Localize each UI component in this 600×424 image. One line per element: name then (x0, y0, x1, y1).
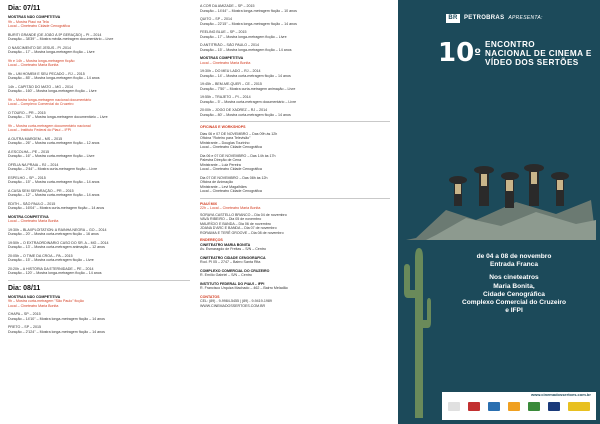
edition-value: 10 (438, 38, 475, 68)
session-local: 9h – Mostra longa-metragem nacional documentário (8, 97, 92, 102)
info-line: Dias 06 e 07 DE NOVEMBRO – Das 09h às 12h (200, 131, 278, 136)
film-title: 19:45h – BEM-ME-QUER – CE – 2015 (200, 82, 262, 86)
film-details: Duração – 26'' – Mostra curta-metragem ficção – 12 anos (8, 141, 100, 145)
list-line: MAURÍCIO E BANDA – Dia 06 de novembro (200, 221, 271, 226)
session-local: Local – Cineteatro Maria Bonita (8, 219, 59, 223)
title-line: VÍDEO DOS SERTÕES (484, 58, 579, 67)
film-details: Duração – 78'' – Mostra longa-metragem documentário – Livre (8, 115, 108, 119)
program-column-middle (200, 0, 390, 424)
film-details: Duração – 16'04'' – Mostra curta-metragem ficção – 14 anos (8, 206, 105, 210)
contacts-list (200, 299, 390, 308)
info-line: INSTITUTO FEDERAL DO PIAUÍ – IFPI (200, 281, 265, 286)
session-entry (8, 312, 190, 321)
film-title: 20:00h – JOGO DE XADREZ – RJ – 2014 (200, 108, 268, 112)
film-details: Duração – 15'' – Mostra curta-metragem ficção – 14 anos (8, 180, 100, 184)
info-line: Oficina "Roteiro para Televisão" (200, 136, 251, 140)
session-entry (8, 228, 190, 237)
petrobras-logo: BR (446, 14, 460, 23)
event-info (432, 253, 596, 315)
section-heading: MOSTRAS NÃO COMPETITIVA (8, 294, 61, 299)
venue-line: Maria Bonita, (493, 282, 535, 290)
session-entry (8, 295, 190, 309)
info-line: CINETEATRO MARIA BONITA (200, 242, 251, 247)
film-details: Duração – 15' – Mostra curta-metragem ficção – Livre (8, 258, 94, 262)
info-line: Local – Cineteatro Cidade Cenográfica (200, 145, 262, 149)
day-heading: Dia: 07/11 (8, 5, 41, 12)
session-entry (8, 202, 190, 211)
film-details: Duração – 15' – Mostra longa-metragem ficção – 14 anos (200, 47, 292, 52)
film-title: 19:55h – TRAJETO – PI – 2014 (200, 95, 251, 99)
info-line: Ministrante – Luiz Pereira (200, 162, 241, 167)
film-title: OFÉLIA NA PRAIA – RJ – 2014 (8, 162, 59, 167)
film-details: Duração – 17' – Mostra longa-metragem ficção – Livre (200, 34, 287, 39)
session-entry (8, 15, 190, 29)
info-line: Rod. PI 05 – 2747 – Bairro Santa Rita (200, 260, 261, 264)
film-title: QUITO – SP – 2014 (200, 17, 233, 21)
session-local: Local – Instituto Federal do Piauí – IFPI (8, 128, 72, 132)
divider (200, 198, 390, 199)
film-title: BURITI GRANDE (DE JOÃO À 5ª GERAÇÃO) – PI – 2014 (8, 32, 102, 37)
session-entry (8, 176, 190, 185)
sponsor-logo (528, 402, 540, 411)
venue-line: Cidade Cenográfica (483, 290, 545, 298)
film-title: CHAPA – SP – 2015 (8, 312, 41, 316)
film-title: PRETO – SP – 2015 (8, 325, 42, 329)
session-entry (8, 124, 190, 133)
sponsor-logo (488, 402, 500, 411)
info-line: Ministrante – Douglas Tourinho (200, 140, 250, 145)
venue-line: e IFPI (505, 307, 523, 315)
cover-panel (398, 0, 600, 424)
info-block (200, 243, 390, 252)
sponsor-logo (468, 402, 480, 411)
sponsor-logo (548, 402, 560, 411)
session-entry (8, 33, 190, 42)
list-line: WWW.CINEMADOSSERTOES.COM.BR (200, 303, 266, 308)
list-line: CEL: (89) - 9-9984-5455 | (89) - 9-9419-1989 (200, 299, 272, 303)
film-title: ESPELHO – SP – 2015 (8, 175, 46, 180)
session-entry (200, 95, 390, 104)
info-line: R. Francisco Urquiza Machado – 462 – Bairro Meladão (200, 286, 288, 290)
session-entry (8, 215, 190, 224)
session-entry (200, 56, 390, 65)
film-title: 20:05h – O TIME DA CROA – PA – 2015 (8, 253, 73, 258)
piaui-mix-subtitle: 22h – Local – Cineteatro Maria Bonita (200, 206, 261, 210)
info-line: R. Emílio Gabriel – S/N – Centro (200, 273, 252, 277)
piaui-mix-heading: PIAUÍ MIX (200, 201, 217, 206)
film-details: Duração – 5' – Mostra curta-metragem documentário – Livre (200, 99, 297, 104)
film-details: Duração – 160' – Mostra longa-metragem ficção – Livre (8, 89, 97, 93)
title-line: ENCONTRO (484, 40, 536, 49)
session-local: 9h – Mostra curta-metragem documentário nacional (8, 123, 91, 128)
film-details: Duração – 20' – Mostra curta-metragem ficção – 16 anos (8, 232, 99, 236)
info-line: Oficina de Animação (200, 180, 233, 184)
day1-sessions (8, 15, 190, 276)
session-local: Local – Complexo Comercial do Cruzeiro (8, 102, 74, 106)
session-entry (8, 111, 190, 120)
venue-line: Complexo Comercial do Cruzeiro (461, 299, 567, 307)
venues-intro: Nos cineteatros (489, 274, 539, 282)
film-details: Duração – 14' – Mostra curta-metragem ficção – 14 anos (200, 73, 291, 78)
divider (200, 121, 390, 122)
workshops-list (200, 132, 390, 194)
session-local: Local – Cineteatro Maria Bonita (200, 60, 251, 65)
info-block (200, 269, 390, 278)
film-details: Duração – 17' – Mostra longa-metragem ficção – Livre (8, 50, 95, 54)
session-entry (200, 30, 390, 39)
contacts-heading: CONTATOS (200, 294, 220, 299)
session-entry (8, 325, 190, 334)
session-entry (8, 267, 190, 276)
session-local: 9h – Mostra Piauí na Tela (8, 19, 49, 24)
list-line: JOANA D'ARC E BANDA – Dia 07 de novembro (200, 226, 277, 230)
film-title: 20:20h – A HISTÓRIA DA ETERNIDADE – PE – 2014 (8, 266, 94, 271)
section-heading: MOSTRA COMPETITIVA (8, 214, 49, 219)
brasil-logo (568, 402, 590, 411)
film-details: Duração – 14'44'' – Mostra longa-metragem ficção – 10 anos (200, 8, 297, 13)
info-line: Local – Cineteatro Cidade Cenográfica (200, 167, 262, 171)
film-details: Duração – 85' – Mostra longa-metragem ficção – 14 anos (8, 76, 100, 80)
info-block (200, 176, 390, 194)
film-title: O NASCIMENTO DE JESUS - PI -2014 (8, 45, 72, 50)
day-heading: Dia: 08/11 (8, 284, 41, 292)
film-details: Duração – 12'' – Mostra curta-metragem ficção – 14 anos (8, 193, 100, 197)
info-line: CINETEATRO CIDADE CENOGRÁFICA (200, 255, 266, 260)
session-local: Local – Cineteatro Cidade Cenográfica (8, 24, 70, 28)
session-local: 9h e 14h – Mostra longa-metragem ficção (8, 58, 75, 63)
event-dates: de 04 a 08 de novembro (476, 253, 552, 260)
edition-ordinal: º (474, 46, 481, 60)
film-title: FEELING BLUE – SP – 2015 (200, 30, 247, 34)
session-local: Local – Cineteatro Maria Bonita (8, 303, 59, 308)
info-block (200, 154, 390, 172)
session-entry (8, 85, 190, 94)
film-title: 19:30h – BLAXPLOITATION: A RAINHA NEGRA – GO – 2014 (8, 227, 107, 232)
info-line: Local – Cineteatro Cidade Cenográfica (200, 189, 262, 193)
info-line: Dia 07 DE NOVEMBRO – Das 08h às 12h (200, 175, 268, 180)
cactus-illustration (402, 218, 432, 418)
piaui-mix-list (200, 213, 390, 236)
sponsor-logo (508, 402, 520, 411)
session-entry (8, 150, 190, 159)
film-title: A OUTRA MARGEM – MS – 2015 (8, 136, 63, 141)
session-local: Local – Cineteatro Maria Bonita (8, 63, 59, 67)
session-entry (200, 108, 390, 117)
session-entry (8, 241, 190, 250)
sponsor-header (446, 13, 543, 23)
session-entry (8, 46, 190, 55)
edition-number (438, 40, 481, 66)
addresses-list (200, 243, 390, 291)
session-entry (8, 72, 190, 81)
info-line: Av. Esmaragdo de Freitas – S/N – Centro (200, 247, 266, 251)
film-title: A COR DA AMIZADE – SP – 2015 (200, 4, 255, 8)
website-url: www.cinemadossertoes.com.br (531, 392, 591, 397)
list-line: RORAIMA E TERÊ GROOVE – Dia 08 de novembro (200, 230, 284, 235)
divider (8, 280, 190, 281)
info-line: Dia 06 e 07 DE NOVEMBRO – Das 14h às 17h (200, 153, 276, 158)
program-column-left (8, 0, 190, 424)
session-entry (200, 69, 390, 78)
film-title: EDITH – SÃO PAULO – 2015 (8, 201, 56, 206)
sponsor-name: PETROBRAS (464, 15, 505, 21)
film-details: Duração – 13' – Mostra curta-metragem animação – 12 anos (8, 245, 105, 249)
info-block (200, 282, 390, 291)
film-title: 19:50h – O EXTRAORDINÁRIO CASO DO SR. A – MG – 2014 (8, 240, 109, 245)
title-line: NACIONAL DE CINEMA E (484, 49, 592, 58)
session-entry (200, 17, 390, 26)
film-title: O TOURO – PR – 2015 (8, 110, 46, 115)
info-block (200, 132, 390, 150)
session-entry (8, 98, 190, 107)
session-entry (200, 4, 390, 13)
session-entry (8, 137, 190, 146)
film-details: Duração – 14'10'' – Mostra longa-metragem ficção – 14 anos (8, 316, 105, 321)
event-entry: Entrada Franca (489, 261, 538, 269)
film-title: 19:30h – DO MEU LADO – RJ – 2014 (200, 69, 261, 73)
info-line: Palestra Direção de Cena (200, 158, 242, 162)
film-details: Duração – 2'44'' – Mostra curta-metragem ficção – Livre (8, 167, 98, 171)
film-title: 14h – CAPITÃO DO MATO – MG – 2014 (8, 84, 73, 89)
title-text (485, 40, 592, 67)
info-block (200, 256, 390, 265)
film-title: A CASA SEM SEPARAÇÃO – PR – 2015 (8, 188, 74, 193)
list-line: SORAYA CASTELLO BRANCO – Dia 04 de novembro (200, 212, 287, 217)
film-title: D ANTITRIÃO – SÃO PAULO – 2014 (200, 43, 260, 47)
session-entry (200, 43, 390, 52)
addresses-heading: ENDEREÇOS (200, 238, 223, 242)
info-line: Ministrante – Levi Magalhães (200, 184, 247, 189)
info-line: COMPLEXO COMERCIAL DO CRUZEIRO (200, 268, 270, 273)
session-local: 9h – Mostra curta-metragem "São Paulo" ficção (8, 299, 84, 303)
session-entry (8, 189, 190, 198)
film-title: À ESCOLHA – PE – 2015 (8, 149, 50, 154)
festival-title (438, 40, 598, 67)
session-entry (8, 59, 190, 68)
col2-sessions (200, 4, 390, 117)
session-entry (8, 163, 190, 172)
film-details: Duração – 38'39'' – Mostra média-metragem documentário – Livre (8, 37, 114, 41)
film-details: Duração – 80' – Mostra curta-metragem ficção – 14 anos (200, 112, 291, 117)
session-entry (8, 254, 190, 263)
session-entry (200, 82, 390, 91)
section-heading: MOSTRAS NÃO COMPETITIVA (8, 15, 61, 19)
cangaceiros-photo (406, 140, 596, 240)
sponsor-logo (448, 402, 460, 411)
section-heading: MOSTRAS COMPETITIVA (200, 56, 244, 60)
film-details: Duração – 2'124'' – Mostra longa-metragem ficção – 14 anos (8, 329, 105, 334)
film-details: Duração – 7'50'' – Mostra curta-metragem animação – Livre (200, 86, 296, 91)
day2-sessions (8, 295, 190, 335)
list-line: VAVÁ RIBEIRO – Dia 05 de novembro (200, 217, 262, 221)
sponsor-presents: APRESENTA: (508, 15, 543, 21)
film-details: Duração – 16'' – Mostra curta-metragem ficção – Livre (8, 154, 95, 158)
workshops-heading: OFICINAS E WORKSHOPS (200, 125, 246, 129)
film-details: Duração – 22'15'' – Mostra longa-metragem ficção – 14 anos (200, 21, 297, 26)
film-details: Duração – 120' – Mostra longa-metragem ficção – 14 anos (8, 271, 102, 275)
film-title: 9h – UM HOMEM E SEU PECADO – RJ – 2015 (8, 71, 85, 76)
